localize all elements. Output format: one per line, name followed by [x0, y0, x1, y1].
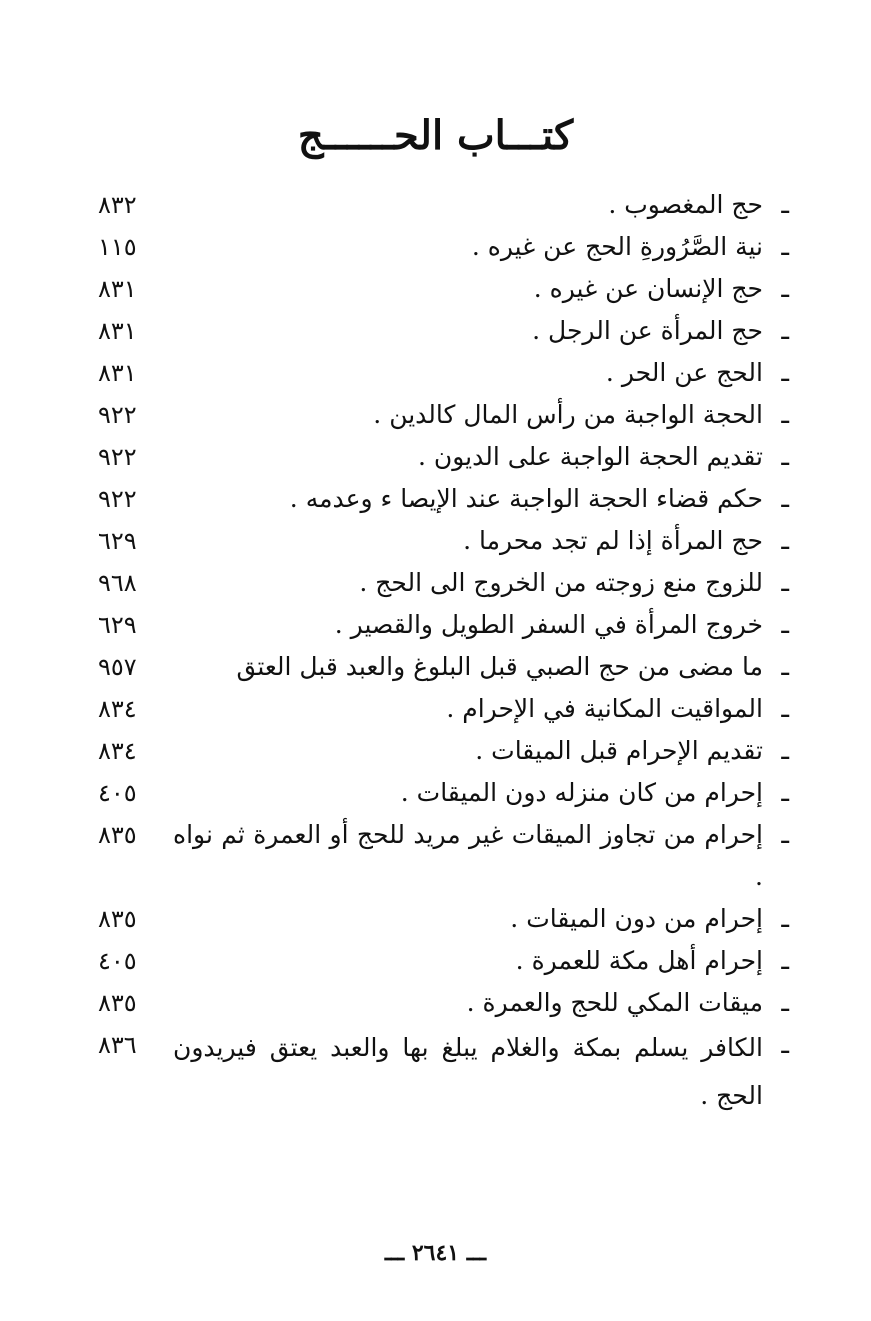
entry-bullet: ـ — [781, 274, 789, 304]
entry-page-number: ٨٣٦ — [98, 1031, 137, 1059]
index-entry — [0, 730, 871, 772]
entry-text: نية الصَّرُورةِ الحج عن غيره . — [471, 232, 763, 261]
index-entry — [0, 394, 871, 436]
entry-bullet: ـ — [781, 316, 789, 346]
entry-bullet: ـ — [781, 652, 789, 682]
entry-text: حج المرأة إذا لم تجد محرما . — [463, 526, 763, 555]
index-entry — [0, 520, 871, 562]
index-entry — [0, 268, 871, 310]
entry-text: الكافر يسلم بمكة والغلام يبلغ بها والعبد يعتق فيريدون الحج . — [173, 1033, 763, 1110]
index-entry — [0, 604, 871, 646]
entry-bullet: ـ — [781, 358, 789, 388]
index-entry — [0, 310, 871, 352]
index-entry — [0, 562, 871, 604]
entry-text: الحجة الواجبة من رأس المال كالدين . — [373, 400, 763, 429]
entry-text: إحرام من دون الميقات . — [510, 904, 763, 933]
entry-bullet: ـ — [781, 400, 789, 430]
entry-text: حكم قضاء الحجة الواجبة عند الإيصا ء وعدمه . — [289, 484, 763, 513]
entry-bullet: ـ — [781, 820, 789, 850]
index-entry — [0, 184, 871, 226]
entry-bullet: ـ — [781, 904, 789, 934]
index-entry — [0, 772, 871, 814]
entry-bullet: ـ — [781, 568, 789, 598]
entry-bullet: ـ — [781, 778, 789, 808]
entry-page-number: ٨٣١ — [98, 359, 137, 387]
entry-page-number: ٨٣٥ — [98, 821, 137, 849]
entry-page-number: ٨٣٢ — [98, 191, 137, 219]
entry-bullet: ـ — [781, 232, 789, 262]
entry-text: ما مضى من حج الصبي قبل البلوغ والعبد قبل العتق — [236, 652, 763, 681]
entry-bullet: ـ — [781, 946, 789, 976]
index-entry — [0, 1024, 871, 1114]
entry-text: خروج المرأة في السفر الطويل والقصير . — [334, 610, 763, 639]
entry-page-number: ٤٠٥ — [98, 779, 137, 807]
entry-text: إحرام من تجاوز الميقات غير مريد للحج أو العمرة ثم نواه . — [173, 820, 763, 891]
entry-page-number: ٨٣١ — [98, 275, 137, 303]
page-footer-number: ـــ ٢٦٤١ ـــ — [384, 1240, 487, 1266]
entry-bullet: ـ — [781, 1030, 789, 1060]
entry-bullet: ـ — [781, 526, 789, 556]
index-entry — [0, 478, 871, 520]
index-entry — [0, 940, 871, 982]
entry-text: ميقات المكي للحج والعمرة . — [466, 988, 763, 1017]
entry-page-number: ٩٢٢ — [98, 485, 137, 513]
index-entry — [0, 898, 871, 940]
entry-bullet: ـ — [781, 694, 789, 724]
entry-text: إحرام أهل مكة للعمرة . — [515, 946, 763, 975]
entry-page-number: ٨٣٥ — [98, 989, 137, 1017]
entry-text: المواقيت المكانية في الإحرام . — [446, 694, 763, 723]
entry-text: تقديم الإحرام قبل الميقات . — [475, 736, 763, 765]
entry-text: إحرام من كان منزله دون الميقات . — [400, 778, 763, 807]
entry-text: حج الإنسان عن غيره . — [533, 274, 763, 303]
page-title: كتـــاب الحــــــج — [297, 112, 574, 159]
entry-page-number: ٨٣١ — [98, 317, 137, 345]
entry-bullet: ـ — [781, 736, 789, 766]
entry-text: تقديم الحجة الواجبة على الديون . — [417, 442, 763, 471]
entry-text: الحج عن الحر . — [605, 358, 763, 387]
index-entry — [0, 352, 871, 394]
entry-page-number: ٦٢٩ — [98, 527, 137, 555]
entry-bullet: ـ — [781, 484, 789, 514]
index-entry — [0, 226, 871, 268]
entry-page-number: ٩٢٢ — [98, 401, 137, 429]
index-entry — [0, 688, 871, 730]
entry-bullet: ـ — [781, 610, 789, 640]
index-entry — [0, 436, 871, 478]
entry-page-number: ٨٣٤ — [98, 737, 137, 765]
entry-text: حج المغصوب . — [608, 190, 763, 219]
index-entry — [0, 982, 871, 1024]
entry-page-number: ٩٦٨ — [98, 569, 137, 597]
entry-text: للزوج منع زوجته من الخروج الى الحج . — [359, 568, 763, 597]
index-entry — [0, 646, 871, 688]
entry-page-number: ٨٣٥ — [98, 905, 137, 933]
entry-text: حج المرأة عن الرجل . — [532, 316, 763, 345]
entry-page-number: ٩٥٧ — [98, 653, 137, 681]
entry-bullet: ـ — [781, 190, 789, 220]
entry-bullet: ـ — [781, 442, 789, 472]
index-entry — [0, 814, 871, 898]
entry-page-number: ٩٢٢ — [98, 443, 137, 471]
entry-page-number: ٨٣٤ — [98, 695, 137, 723]
index-entry-list — [0, 184, 871, 1114]
entry-page-number: ١١٥ — [98, 233, 137, 261]
entry-bullet: ـ — [781, 988, 789, 1018]
entry-page-number: ٤٠٥ — [98, 947, 137, 975]
entry-page-number: ٦٢٩ — [98, 611, 137, 639]
